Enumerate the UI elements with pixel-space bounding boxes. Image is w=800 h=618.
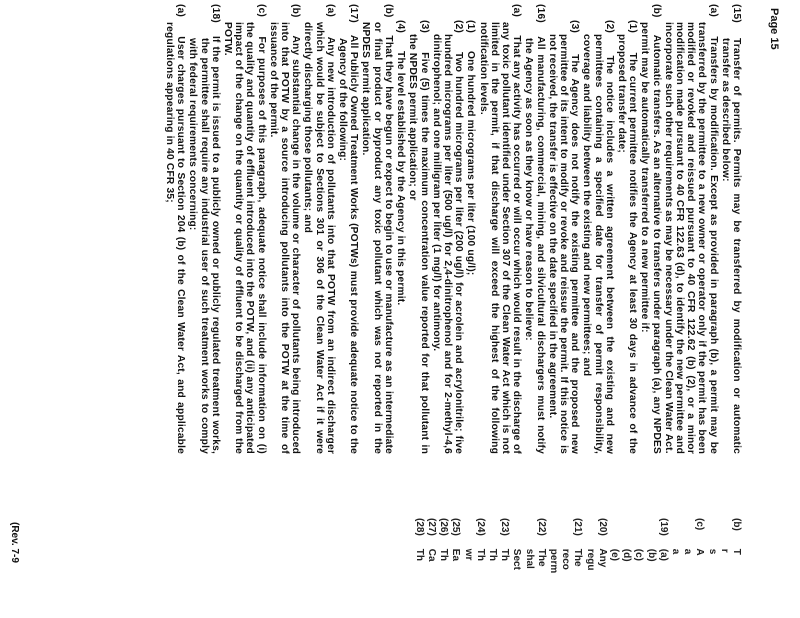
paragraph bbox=[187, 4, 221, 454]
paragraph bbox=[663, 4, 719, 454]
cutoff-line bbox=[584, 518, 595, 614]
paragraph-text: The Agency does not notify the existing permittee and the proposed new permittee of its intent to modify or revoke and reissue the permit. If this notice is not received, the transfer is effective on the date specified in the agreement. bbox=[546, 34, 581, 455]
paragraph-text: For purposes of this paragraph, adequate notice shall include information on (i) the quality and quantity of effluent introduced into the POTW, and (ii) any anticipated impact of the change on the quantity or quality of effluent to be discharged from the POTW. bbox=[222, 22, 267, 455]
cutoff-line-text: (e) bbox=[608, 548, 620, 562]
paragraph bbox=[395, 4, 406, 454]
cutoff-line bbox=[536, 518, 547, 614]
cutoff-line bbox=[523, 518, 534, 614]
paragraph-number: (4) bbox=[395, 20, 407, 34]
paragraph-text: User charges pursuant to Section 204 (b) of the Clean Water Act, and applicable regulations appearing in 40 CFR 35; bbox=[164, 22, 187, 454]
cutoff-line-text: The bbox=[535, 548, 547, 567]
cutoff-line-text: Sect bbox=[511, 548, 523, 570]
cutoff-line bbox=[414, 518, 425, 614]
cutoff-line-number: (23) bbox=[499, 518, 511, 536]
paragraph-number: (17) bbox=[348, 4, 360, 23]
cutoff-line-text: Th bbox=[474, 548, 486, 561]
cutoff-line-number: (26) bbox=[438, 518, 450, 536]
paragraph-text: The level established by the Agency in this permit. bbox=[395, 51, 407, 306]
cutoff-line bbox=[438, 518, 449, 614]
cutoff-line-text: (a) bbox=[657, 548, 669, 562]
cutoff-line-text: shal bbox=[523, 548, 535, 569]
paragraph bbox=[616, 4, 638, 454]
cutoff-line bbox=[658, 518, 669, 614]
paragraph-text: Five (5) times the maximum concentration value reported for that pollutant in the NPDES permit application; or bbox=[407, 34, 430, 454]
paragraph-number: (2) bbox=[453, 20, 465, 34]
cutoff-line-text: s bbox=[706, 548, 718, 555]
cutoff-line bbox=[682, 518, 693, 614]
cutoff-line-text: (b) bbox=[645, 548, 657, 562]
cutoff-line-text: r bbox=[718, 548, 730, 553]
cutoff-line bbox=[499, 518, 510, 614]
cutoff-line-number: (20) bbox=[596, 518, 608, 536]
cutoff-line-text: Th bbox=[499, 548, 511, 561]
paragraph-number: (2) bbox=[603, 20, 615, 34]
paragraph bbox=[581, 4, 615, 454]
paragraph-number: (a) bbox=[175, 4, 187, 18]
cutoff-line-number: (28) bbox=[413, 518, 425, 536]
cutoff-line-text: Ca bbox=[425, 548, 437, 562]
paragraph bbox=[222, 4, 267, 454]
cutoff-line-text: regu bbox=[584, 548, 596, 571]
cutoff-line bbox=[511, 518, 522, 614]
paragraph-number: (c) bbox=[255, 4, 267, 18]
paragraph bbox=[639, 4, 661, 454]
paragraph bbox=[302, 4, 336, 454]
cutoff-line-number: (25) bbox=[450, 518, 462, 536]
paragraph bbox=[547, 4, 581, 454]
cutoff-line bbox=[548, 518, 559, 614]
cutoff-line bbox=[572, 518, 583, 614]
cutoff-line-text: The bbox=[572, 548, 584, 567]
paragraph-number: (3) bbox=[418, 20, 430, 34]
paragraph-text: Any new introduction of pollutants into that POTW from an indirect discharger which would be subject to Sections 301 or 306 of the Clean Water Act if it were directly discharging those pollutants; and bbox=[302, 22, 336, 454]
paragraph-text: The notice includes a written agreement between the existing and new permittees containing a specified date for transfer of permit responsibility, coverage and liability between the existing and new permittees; and bbox=[581, 34, 615, 455]
paragraph-number: (b) bbox=[382, 4, 394, 18]
page-number: Page 15 bbox=[768, 8, 780, 50]
right-column-cutoff bbox=[413, 518, 742, 614]
cutoff-line bbox=[450, 518, 461, 614]
paragraph-number: (b) bbox=[650, 4, 662, 18]
paragraph-number: (a) bbox=[324, 4, 336, 18]
paragraph-number: (16) bbox=[534, 4, 546, 23]
cutoff-line-text: a bbox=[682, 548, 694, 555]
cutoff-line-number: (c) bbox=[694, 518, 706, 531]
cutoff-line-text: Th bbox=[438, 548, 450, 561]
cutoff-line-text: reco bbox=[560, 548, 572, 570]
cutoff-line bbox=[694, 518, 705, 614]
paragraph bbox=[268, 4, 302, 454]
paragraph bbox=[337, 4, 359, 454]
paragraph bbox=[465, 4, 476, 454]
cutoff-line-text: perm bbox=[547, 548, 559, 574]
paragraph-text: That any activity has occurred or will occur which would result in the discharge of any toxic pollutant identified under Section 307 of the Clean Water Act which is not limited in the permit, if that discharge will exceed the highest of the following notification levels. bbox=[477, 22, 523, 455]
paragraph-number: (b) bbox=[290, 4, 302, 18]
paragraph-text: All Publicly Owned Treatment Works (POTWs) must provide adequate notice to the Agency of the following: bbox=[337, 34, 360, 454]
paragraph-number: (a) bbox=[511, 4, 523, 18]
revision-label: (Rev. 7-9 bbox=[9, 522, 20, 563]
paragraph-text: Transfers by modification. Except as provided in paragraph (b), a permit may be transferred by the permittee to a new owner or operator only if the permit has been modified or revoked and reissued pursuant to 40 CFR 122.62 (b) (2), or a minor modification made pursuant to 40 CFR 122.63 (d), to identify the new permittee and incorporate such other requirements as may be necessary under the Clean Water Act. bbox=[662, 22, 719, 454]
cutoff-line bbox=[670, 518, 681, 614]
cutoff-line bbox=[633, 518, 644, 614]
paragraph-number: (a) bbox=[707, 4, 719, 18]
cutoff-line-text: Th bbox=[413, 548, 425, 561]
cutoff-line-text: A bbox=[694, 548, 706, 556]
paragraph-text: Two hundred micrograms per liter (200 ug/l) for acrolein and acrylonitrile; five hundred micrograms per liter (500 ug/l) for 2,4-dinitrophenol and for 2-methyl-4,6 dinitrophenol; and one milligram per liter (1 mg/l) for antimony. bbox=[430, 34, 465, 455]
cutoff-line-number: (24) bbox=[474, 518, 486, 536]
paragraph-text: One hundred micrograms per liter (100 ug/l); bbox=[465, 51, 477, 276]
cutoff-line-text: (c) bbox=[633, 548, 645, 562]
cutoff-line-text: Th bbox=[486, 548, 498, 561]
paragraph bbox=[164, 4, 186, 454]
cutoff-line-text: wr bbox=[462, 548, 474, 561]
cutoff-line-text: (d) bbox=[621, 548, 633, 562]
paragraph-number: (1) bbox=[465, 20, 477, 34]
cutoff-line-text: T bbox=[731, 548, 742, 555]
cutoff-line-number: (b) bbox=[731, 518, 742, 531]
cutoff-line bbox=[426, 518, 437, 614]
cutoff-line-number: (22) bbox=[535, 518, 547, 536]
paragraph bbox=[360, 4, 394, 454]
cutoff-line bbox=[706, 518, 717, 614]
cutoff-line-text: Ea bbox=[450, 548, 462, 562]
paragraph bbox=[431, 4, 465, 454]
paragraph-text: Any substantial change in the volume or character of pollutants being introduced into that POTW by a source introducing pollutants into the POTW at the time of issuance of the permit. bbox=[267, 22, 302, 454]
cutoff-line bbox=[487, 518, 498, 614]
cutoff-line bbox=[731, 518, 742, 614]
paragraph-number: (1) bbox=[627, 20, 639, 34]
cutoff-line bbox=[645, 518, 656, 614]
paragraph-number: (18) bbox=[209, 4, 221, 23]
paragraph-number: (3) bbox=[569, 20, 581, 34]
cutoff-line-number: (19) bbox=[657, 518, 669, 536]
cutoff-line bbox=[621, 518, 632, 614]
paragraph-number: (15) bbox=[731, 4, 742, 23]
cutoff-line bbox=[475, 518, 486, 614]
cutoff-line bbox=[560, 518, 571, 614]
paragraph-text: Automatic transfers. As an alternative to transfers under paragraph (a), any NPDES permit may be automatically transferred to a new permittee if: bbox=[639, 22, 662, 454]
cutoff-line-number: (27) bbox=[425, 518, 437, 536]
paragraph-text: The current permittee notifies the Agency at least 30 days in advance of the proposed transfer date; bbox=[615, 34, 639, 455]
left-column bbox=[163, 4, 742, 454]
paragraph-text: All manufacturing, commercial, mining, and silvicultural dischargers must notify the Agency as soon as they know or have reason to believe: bbox=[523, 36, 546, 454]
paragraph bbox=[407, 4, 429, 454]
cutoff-line bbox=[462, 518, 473, 614]
paragraph-text: Transfer of permits. Permits may be transferred by modification or automatic transfer as described below: bbox=[719, 37, 742, 455]
paragraph-text: If the permit is issued to a publicly owned or publicly regulated treatment works, the permittee shall require any industrial user of such treatment works to comply with federal requirements concerning: bbox=[187, 35, 221, 454]
cutoff-line bbox=[719, 518, 730, 614]
paragraph bbox=[720, 4, 742, 454]
cutoff-line-text: Any bbox=[596, 548, 608, 568]
cutoff-line-text: a bbox=[669, 548, 681, 555]
paragraph bbox=[523, 4, 545, 454]
cutoff-line bbox=[597, 518, 608, 614]
paragraph bbox=[477, 4, 522, 454]
cutoff-line-number: (21) bbox=[572, 518, 584, 536]
cutoff-line bbox=[609, 518, 620, 614]
paragraph-text: That they have begun or expect to begin to use or manufacture as an intermediate or final product or byproduct any toxic pollutant which was not reported in the NPDES permit application. bbox=[360, 22, 394, 454]
